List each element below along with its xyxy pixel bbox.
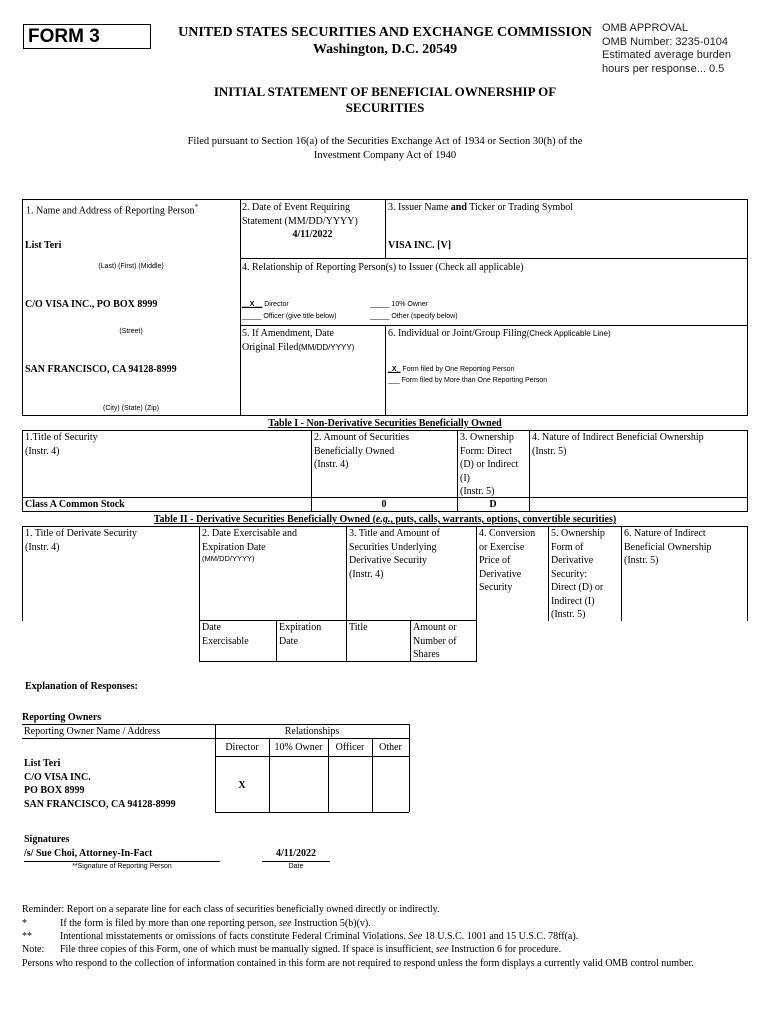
agency-title (176, 24, 594, 58)
footnote-3-see: see (435, 944, 449, 955)
box4-label: 4. Relationship of Reporting Person(s) to Issuer (Check all applicable) (242, 262, 524, 273)
t1-col-title (25, 431, 98, 458)
t2-col-dates (202, 527, 297, 564)
omb-approval (602, 22, 762, 76)
issuer-name: VISA INC. [V] (388, 240, 452, 251)
box2-label (242, 201, 382, 228)
footnote-1 (22, 917, 752, 931)
omb-line-1: OMB APPROVAL (602, 22, 688, 34)
t2-col-ownership-line-2: Form of (551, 541, 584, 553)
street-value: C/O VISA INC., PO BOX 8999 (25, 299, 158, 310)
t1-col-nature-line-1: 4. Nature of Indirect Beneficial Ownership (532, 432, 704, 443)
t2-sub-exercisable-line-2: Exercisable (202, 635, 249, 647)
box1-label (26, 201, 238, 218)
box5-label-format: (MM/DD/YYYY) (298, 342, 355, 352)
footnote-3-mark: Note: (22, 944, 45, 955)
t2-col-title-line-1: 1. Title of Derivate Security (25, 528, 137, 539)
footnote-2-mark: ** (22, 931, 32, 942)
grid-line (747, 199, 748, 415)
grid-line (621, 526, 622, 621)
t2-sub-amount-line-2: Number of (413, 635, 457, 647)
t1-col-ownership-line-2: Form: Direct (460, 445, 512, 457)
t2-sub-amount-line-3: Shares (413, 649, 440, 660)
footnote-1-pre: If the form is filed by more than one reporting person, (60, 918, 279, 929)
t1-col-ownership (460, 431, 518, 499)
t2-col-conversion-line-4: Derivative (479, 568, 522, 580)
grid-line (22, 526, 23, 621)
owners-col-other: Other (379, 742, 402, 753)
filed-pursuant (160, 135, 610, 163)
grid-line (410, 620, 411, 662)
grid-line (215, 756, 409, 757)
t1-row-amount: 0 (381, 499, 387, 510)
t1-col-amount-line-3: (Instr. 4) (314, 459, 349, 470)
t1-row-title: Class A Common Stock (25, 499, 125, 510)
page-title (185, 84, 585, 116)
omb-line-2: OMB Number: 3235-0104 (602, 35, 728, 48)
more-persons-label: Form filed by More than One Reporting Person (401, 377, 548, 384)
t1-col-nature (532, 431, 704, 458)
grid-line (346, 526, 347, 662)
grid-line (529, 430, 530, 511)
t2-sub-title: Title (349, 622, 368, 633)
t2-col-ownership-line-7: (Instr. 5) (551, 609, 586, 620)
t1-row-form: D (489, 499, 497, 510)
t1-col-amount-line-2: Beneficially Owned (314, 445, 395, 457)
t2-col-underlying (349, 527, 440, 581)
box6-label (388, 327, 746, 341)
box6-label-text: 6. Individual or Joint/Group Filing (388, 328, 527, 339)
event-date: 4/11/2022 (292, 229, 333, 240)
owner-address-line-1: C/O VISA INC. (24, 771, 91, 783)
footnote-1-mark: * (22, 918, 27, 929)
owner-mark: _____ (370, 301, 390, 308)
t1-col-amount (314, 431, 409, 472)
box6-label-small: (Check Applicable Line) (526, 329, 611, 338)
t1-col-title-line-2: (Instr. 4) (25, 445, 60, 457)
footnote-2-pre: Intentional misstatements or omissions of facts constitute Federal Criminal Violations. (60, 931, 409, 942)
t2-col-ownership-line-4: Security: (551, 568, 588, 580)
signature-caption: **Signature of Reporting Person (72, 863, 172, 870)
t2-col-ownership-line-3: Derivative (551, 555, 594, 566)
grid-line (199, 526, 200, 662)
name-parts-label: (Last) (First) (Middle) (98, 263, 164, 270)
signatures-title: Signatures (24, 834, 70, 845)
t1-col-ownership-line-5: (Instr. 5) (460, 486, 495, 497)
t1-col-nature-line-2: (Instr. 5) (532, 445, 567, 457)
grid-line (548, 526, 549, 621)
table2-title-em: e.g. (375, 514, 391, 525)
t2-sub-amount (413, 621, 457, 662)
officer-mark: _____ (242, 313, 262, 320)
street-label: (Street) (119, 328, 143, 335)
t1-col-title-line-1: 1.Title of Security (25, 432, 98, 443)
t2-col-ownership-line-6: Indirect (I) (551, 595, 595, 607)
t2-col-nature (624, 527, 711, 568)
owner-address-line-2: PO BOX 8999 (24, 785, 85, 796)
box3-label-post: Ticker or Trading Symbol (466, 202, 574, 213)
t2-col-nature-line-3: (Instr. 5) (624, 555, 659, 566)
grid-line (385, 325, 386, 415)
table-row (24, 757, 176, 811)
t2-sub-expiration-line-1: Expiration (279, 622, 322, 633)
agency-line-1: UNITED STATES SECURITIES AND EXCHANGE COMMISSION (178, 25, 592, 40)
table1-title: Table I - Non-Derivative Securities Beneficially Owned (268, 418, 502, 429)
one-person-label: Form filed by One Reporting Person (402, 366, 515, 373)
persons-notice: Persons who respond to the collection of information contained in this form are not required to respond unless the form displays a currently valid OMB control number. (22, 958, 694, 969)
table2-title-post: , puts, calls, warrants, options, convertible securities) (390, 514, 617, 525)
t2-col-conversion-line-5: Security (479, 582, 513, 593)
box1-label-text: 1. Name and Address of Reporting Person (26, 205, 195, 217)
signer-name: /s/ Sue Choi, Attorney-In-Fact (24, 847, 220, 862)
other-checkbox[interactable] (370, 312, 458, 322)
t1-col-amount-line-1: 2. Amount of Securities (314, 432, 409, 443)
grid-line (240, 325, 748, 326)
grid-line (747, 430, 748, 511)
owners-col-name: Reporting Owner Name / Address (24, 726, 161, 737)
box2-label-line-2: Statement (MM/DD/YYYY) (242, 215, 358, 227)
form-label: FORM 3 (23, 24, 151, 49)
footnote-2-post: 18 U.S.C. 1001 and 15 U.S.C. 78ff(a). (422, 931, 579, 942)
page-title-line-1: INITIAL STATEMENT OF BENEFICIAL OWNERSHIP OF (213, 84, 557, 99)
footnote-1-post: Instruction 5(b)(v). (291, 918, 371, 929)
officer-checkbox[interactable] (242, 312, 336, 322)
t2-col-nature-line-2: Beneficial Ownership (624, 541, 712, 553)
t2-col-underlying-line-2: Securities Underlying (349, 541, 437, 553)
t1-col-ownership-line-3: (D) or Indirect (460, 459, 519, 470)
grid-line (747, 526, 748, 621)
other-label: Other (specify below) (391, 313, 458, 320)
grid-line (215, 812, 409, 813)
box3-label-and: and (450, 202, 467, 213)
director-label: Director (264, 301, 289, 308)
t2-col-title (25, 527, 137, 554)
ten-percent-owner-checkbox[interactable] (370, 300, 428, 310)
grid-line (409, 724, 410, 812)
t2-col-dates-line-3: (MM/DD/YYYY) (202, 554, 255, 563)
grid-line (385, 199, 386, 258)
grid-line (22, 415, 748, 416)
t2-col-title-line-2: (Instr. 4) (25, 541, 60, 553)
signature-date: 4/11/2022 (262, 847, 330, 862)
t2-sub-exercisable-line-1: Date (202, 622, 221, 633)
t2-sub-expiration (279, 621, 321, 648)
footnote-1-see: see (278, 918, 292, 929)
footnote-2 (22, 930, 752, 944)
footnote-3-pre: File three copies of this Form, one of which must be manually signed. If space is insufficient, (60, 944, 436, 955)
filed-line-2: Investment Company Act of 1940 (313, 150, 457, 161)
t2-col-ownership-line-1: 5. Ownership (551, 528, 605, 539)
box1-label-asterisk: * (194, 203, 199, 211)
t2-col-nature-line-1: 6. Nature of Indirect (624, 528, 706, 539)
t2-sub-exercisable (202, 621, 249, 648)
director-checkbox[interactable] (242, 300, 289, 310)
more-reporting-persons-option[interactable] (388, 376, 547, 386)
owner-address-line-3: SAN FRANCISCO, CA 94128-8999 (24, 798, 176, 810)
t2-col-conversion-line-2: or Exercise (479, 541, 525, 553)
footnote-3-post: Instruction 6 for procedure. (448, 944, 562, 955)
other-mark: _____ (370, 313, 390, 320)
box2-label-line-1: 2. Date of Event Requiring (242, 202, 351, 213)
box5-label-line-2: Original Filed (242, 341, 299, 353)
filed-line-1: Filed pursuant to Section 16(a) of the Securities Exchange Act of 1934 or Section 30(h) of the (187, 136, 583, 147)
owners-col-owner: 10% Owner (274, 742, 323, 753)
grid-line (476, 526, 477, 662)
agency-line-2: Washington, D.C. 20549 (312, 42, 458, 57)
reminder-text: Reminder: Report on a separate line for each class of securities beneficially owned directly or indirectly. (22, 904, 440, 915)
grid-line (22, 199, 23, 415)
box5-label (242, 327, 384, 354)
city-value: SAN FRANCISCO, CA 94128-8999 (25, 364, 177, 375)
t2-col-underlying-line-4: (Instr. 4) (349, 568, 384, 580)
owner-name: List Teri (24, 758, 61, 769)
box3-label (388, 201, 746, 215)
grid-line (276, 620, 277, 662)
t2-col-underlying-line-1: 3. Title and Amount of (349, 528, 440, 539)
t1-col-ownership-line-1: 3. Ownership (460, 432, 514, 443)
box3-label-pre: 3. Issuer Name (388, 202, 451, 213)
footnote-3 (22, 943, 752, 957)
box5-label-line-1: 5. If Amendment, Date (242, 328, 334, 339)
one-person-mark: _X_ (388, 366, 401, 373)
one-reporting-person-option[interactable] (388, 365, 514, 375)
t2-col-conversion-line-1: 4. Conversion (479, 528, 536, 539)
grid-line (240, 258, 748, 259)
footnote-2-see: See (408, 931, 423, 942)
date-caption: Date (288, 863, 304, 870)
director-mark: __X__ (242, 301, 263, 308)
table2-title (22, 514, 748, 526)
grid-line (22, 430, 23, 511)
table2-title-pre: Table II - Derivative Securities Beneficially Owned ( (153, 514, 376, 525)
t2-col-ownership-line-5: Direct (D) or (551, 582, 604, 593)
t1-col-ownership-line-4: (I) (460, 472, 470, 484)
owners-col-relationships: Relationships (284, 726, 340, 737)
owners-col-director: Director (225, 742, 259, 753)
t2-sub-amount-line-1: Amount or (413, 622, 457, 633)
reporting-person-name: List Teri (25, 240, 62, 251)
owner-label: 10% Owner (391, 301, 428, 308)
t2-col-dates-line-1: 2. Date Exercisable and (202, 528, 297, 539)
omb-line-4: hours per response... 0.5 (602, 62, 725, 75)
reporting-owners-title: Reporting Owners (22, 712, 102, 723)
t2-col-dates-line-2: Expiration Date (202, 541, 266, 553)
explanation-label: Explanation of Responses: (25, 681, 138, 692)
city-label: (City) (State) (Zip) (103, 405, 159, 412)
t2-col-conversion-line-3: Price of (479, 555, 511, 566)
t2-col-conversion (479, 527, 535, 595)
t2-col-underlying-line-3: Derivative Security (349, 555, 428, 566)
t2-col-ownership (551, 527, 605, 622)
omb-line-3: Estimated average burden (602, 49, 732, 61)
officer-label: Officer (give title below) (263, 313, 337, 320)
t2-sub-expiration-line-2: Date (279, 635, 298, 647)
page-title-line-2: SECURITIES (345, 100, 425, 115)
owner-director-mark: X (238, 780, 246, 791)
more-persons-mark: ___ (388, 377, 400, 384)
owners-col-officer: Officer (335, 742, 365, 753)
